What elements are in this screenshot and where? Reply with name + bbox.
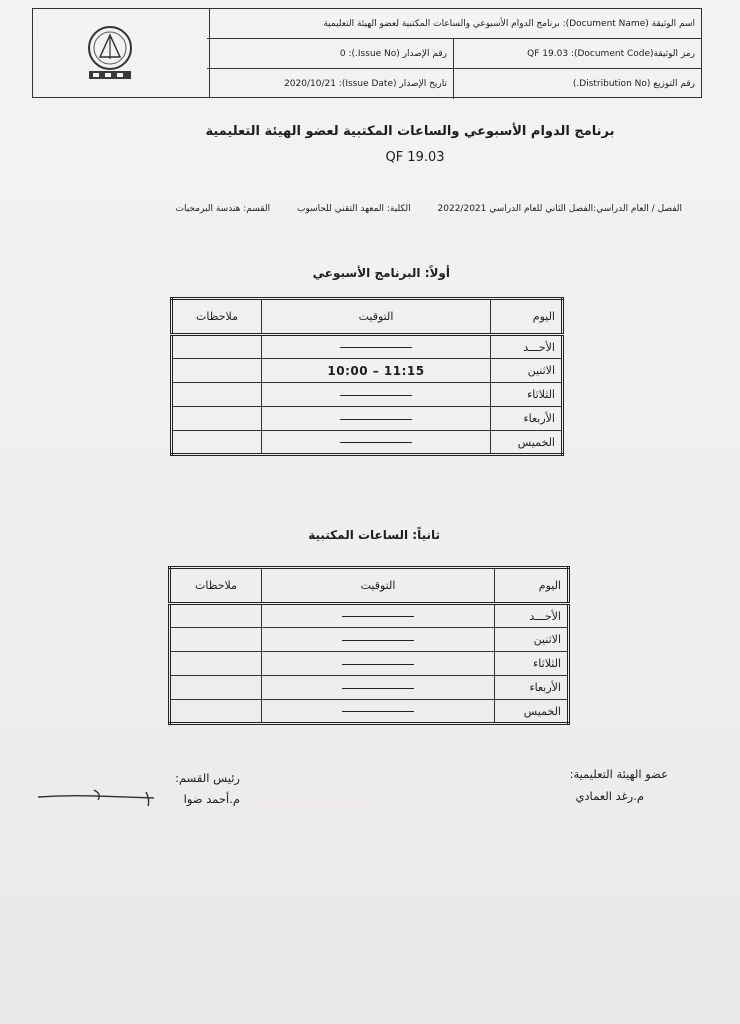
header-row-doc-name: [207, 9, 701, 39]
empty-dash: [342, 616, 414, 617]
time-cell: [262, 676, 495, 700]
table-row: [170, 604, 569, 628]
college-info: الكلية: المعهد التقني للحاسوب: [296, 204, 411, 214]
head-label: رئيس القسم:: [175, 771, 240, 785]
table-header-row: [170, 568, 569, 604]
table-row: [172, 383, 563, 407]
day-cell: الاثنين: [495, 628, 569, 652]
signature-scribble: [36, 786, 156, 808]
header-divider: [209, 9, 210, 97]
institution-logo: [81, 23, 139, 85]
time-cell: [262, 700, 495, 724]
time-cell: [262, 628, 495, 652]
time-cell: [262, 431, 491, 455]
table-row: [172, 335, 563, 359]
col-notes-header: ملاحظات: [172, 299, 262, 335]
weekly-table: [170, 297, 564, 456]
head-name: م.أحمد ضوا: [183, 792, 240, 806]
time-cell: [262, 652, 495, 676]
doc-name: اسم الوثيقة (Document Name): برنامج الدوام الأسبوعي والساعات المكتبية لعضو الهيئة التعليمية: [323, 19, 695, 29]
table-row: [170, 700, 569, 724]
empty-dash: [340, 419, 412, 420]
document-header: [32, 8, 702, 98]
notes-cell: [172, 359, 262, 383]
weekly-heading: أولاً: البرنامج الأسبوعي: [312, 266, 450, 280]
table-header-row: [172, 299, 563, 335]
notes-cell: [172, 407, 262, 431]
office-hours-heading: ثانياً: الساعات المكتبية: [308, 528, 440, 542]
issue-date: تاريخ الإصدار (Issue Date): 2020/10/21: [284, 79, 447, 89]
col-notes-header: ملاحظات: [170, 568, 262, 604]
doc-code: رمز الوثيقة(Document Code): QF 19.03: [453, 39, 701, 69]
empty-dash: [340, 395, 412, 396]
info-line: [82, 204, 682, 214]
time-cell: [262, 359, 491, 383]
table-row: [170, 628, 569, 652]
notes-cell: [170, 700, 262, 724]
col-time-header: التوقيت: [262, 299, 491, 335]
time-cell: [262, 407, 491, 431]
day-cell: الأحـــد: [495, 604, 569, 628]
notes-cell: [170, 628, 262, 652]
day-cell: الخميس: [491, 431, 563, 455]
notes-cell: [170, 604, 262, 628]
time-cell: [262, 383, 491, 407]
day-cell: الأربعاء: [491, 407, 563, 431]
department-info: القسم: هندسة البرمجيات: [175, 204, 271, 214]
issue-no: رقم الإصدار (Issue No.): 0: [339, 49, 447, 59]
header-row-code: [207, 39, 701, 69]
table-row: [170, 652, 569, 676]
empty-dash: [340, 347, 412, 348]
day-cell: الثلاثاء: [491, 383, 563, 407]
day-cell: الاثنين: [491, 359, 563, 383]
empty-dash: [342, 711, 414, 712]
notes-cell: [170, 676, 262, 700]
col-day-header: اليوم: [495, 568, 569, 604]
member-label: عضو الهيئة التعليمية:: [569, 767, 668, 781]
day-cell: الخميس: [495, 700, 569, 724]
col-day-header: اليوم: [491, 299, 563, 335]
member-name: م.رغد العمادي: [575, 789, 644, 803]
empty-dash: [342, 688, 414, 689]
day-cell: الأحـــد: [491, 335, 563, 359]
semester-info: الفصل / العام الدراسي:الفصل الثاني للعام الدراسي 2022/2021: [437, 204, 682, 214]
day-cell: الأربعاء: [495, 676, 569, 700]
empty-dash: [340, 442, 412, 443]
document-code-title: QF 19.03: [385, 150, 445, 165]
empty-dash: [342, 640, 414, 641]
table-row: [172, 431, 563, 455]
day-cell: الثلاثاء: [495, 652, 569, 676]
header-row-distribution: [207, 69, 701, 99]
document-title: برنامج الدوام الأسبوعي والساعات المكتبية لعضو الهيئة التعليمية: [205, 124, 615, 139]
distribution-no: رقم التوزيع (Distribution No.): [453, 69, 701, 99]
table-row: [172, 359, 563, 383]
notes-cell: [172, 431, 262, 455]
notes-cell: [170, 652, 262, 676]
time-cell: [262, 604, 495, 628]
time-value: 10:00 – 11:15: [327, 363, 425, 378]
table-row: [172, 407, 563, 431]
table-row: [170, 676, 569, 700]
office-hours-table: [168, 566, 570, 725]
time-cell: [262, 335, 491, 359]
col-time-header: التوقيت: [262, 568, 495, 604]
notes-cell: [172, 335, 262, 359]
empty-dash: [342, 664, 414, 665]
notes-cell: [172, 383, 262, 407]
